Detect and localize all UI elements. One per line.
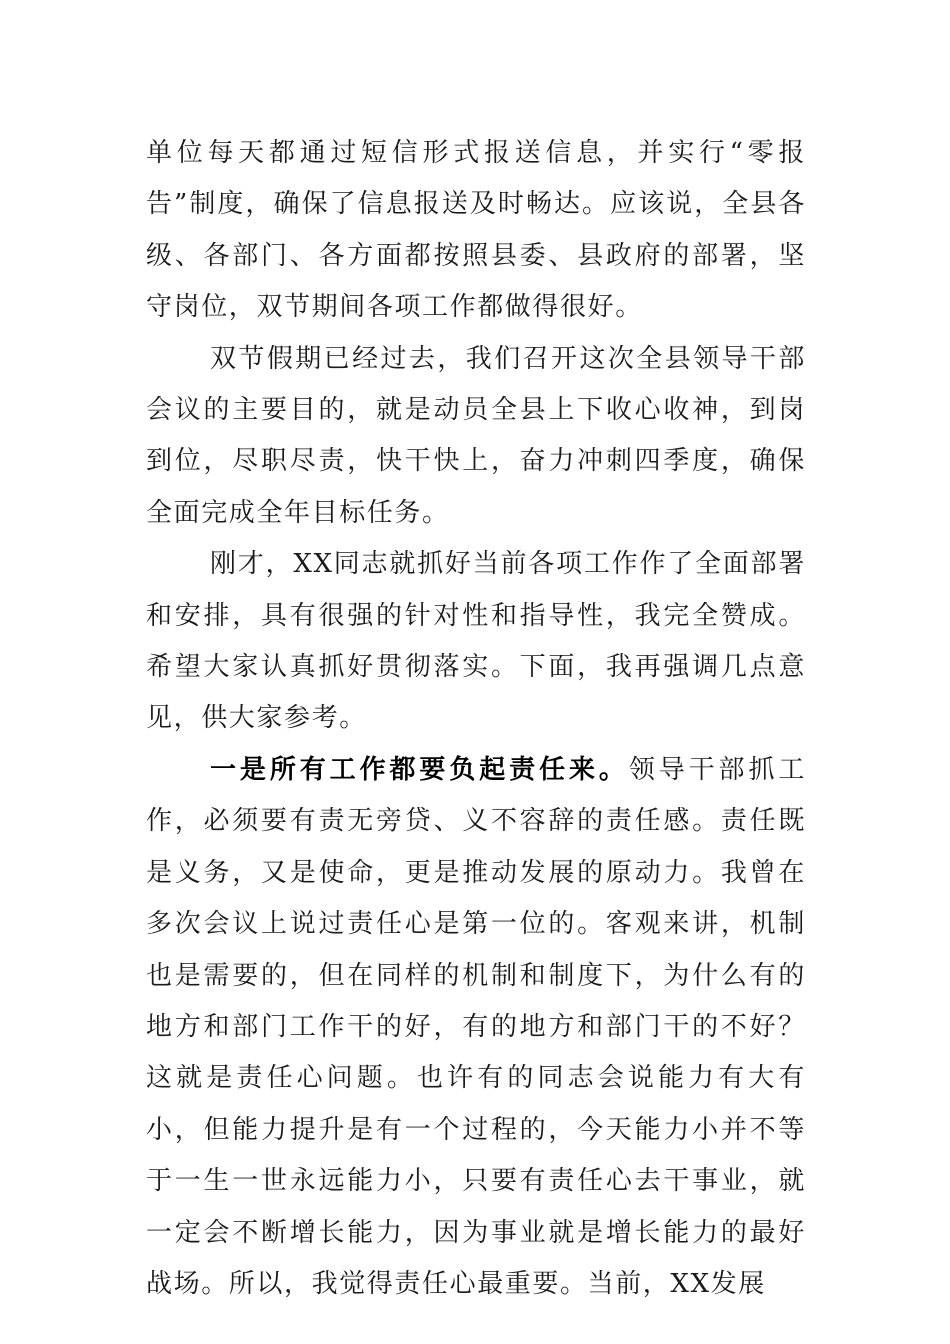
document-body bbox=[146, 128, 806, 1310]
point-one-body: 领导干部抓工作，必须要有责无旁贷、义不容辞的责任感。责任既是义务，又是使命，更是推动发展的原动力。我曾在多次会议上说过责任心是第一位的。客观来讲，机制也是需要的，但在同样的机制和制度下，为什么有的地方和部门工作干的好，有的地方和部门干的不好？这就是责任心问题。也许有的同志会说能力有大有小，但能力提升是有一个过程的，今天能力小并不等于一生一世永远能力小，只要有责任心去干事业，就一定会不断增长能力，因为事业就是增长能力的最好战场。所以，我觉得责任心最重要。当前，XX发展 bbox=[146, 754, 806, 1299]
paragraph-meeting-purpose: 双节假期已经过去，我们召开这次全县领导干部会议的主要目的，就是动员全县上下收心收神，到岗到位，尽职尽责，快干快上，奋力冲刺四季度，确保全面完成全年目标任务。 bbox=[146, 343, 806, 528]
point-one-heading: 一是所有工作都要负起责任来。 bbox=[210, 754, 629, 785]
paragraph-continuation: 单位每天都通过短信形式报送信息，并实行“零报告”制度，确保了信息报送及时畅达。应该说，全县各级、各部门、各方面都按照县委、县政府的部署，坚守岗位，双节期间各项工作都做得很好。 bbox=[146, 138, 806, 323]
paragraph-remarks-intro: 刚才，XX同志就抓好当前各项工作作了全面部署和安排，具有很强的针对性和指导性，我完全赞成。希望大家认真抓好贯彻落实。下面，我再强调几点意见，供大家参考。 bbox=[146, 549, 806, 734]
paragraph-point-one bbox=[146, 745, 806, 1310]
